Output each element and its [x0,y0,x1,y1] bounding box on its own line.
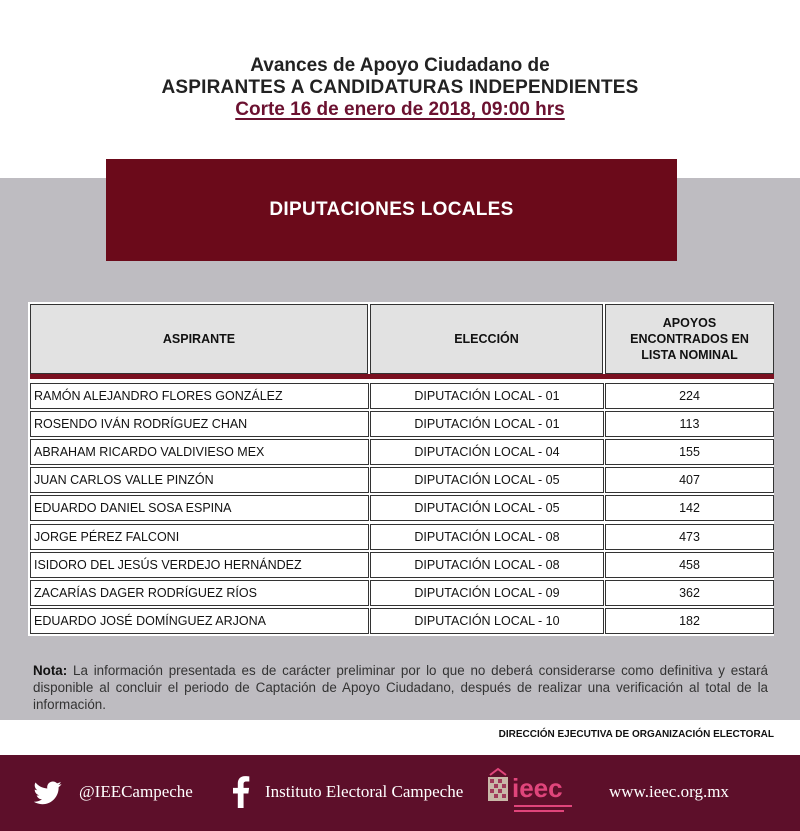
table-row [30,495,774,521]
table-row [30,467,774,493]
disclaimer-note [33,662,768,713]
cell-eleccion: DIPUTACIÓN LOCAL - 10 [370,608,604,634]
header-divider [30,374,774,379]
table-row [30,411,774,437]
note-label: Nota: [33,663,68,678]
cell-apoyos: 182 [605,608,774,634]
cell-aspirante: ABRAHAM RICARDO VALDIVIESO MEX [30,439,369,465]
cell-eleccion: DIPUTACIÓN LOCAL - 01 [370,383,604,409]
table-row [30,524,774,550]
cell-eleccion: DIPUTACIÓN LOCAL - 05 [370,495,604,521]
title-line-2: ASPIRANTES A CANDIDATURAS INDEPENDIENTES [161,77,639,98]
cell-apoyos: 458 [605,552,774,578]
note-text: La información presentada es de carácter preliminar por lo que no deberá considerarse como definitiva y estará disponible al concluir el periodo de Captación de Apoyo Ciudadano, después de realizar una verificación al total de la información. [33,663,768,712]
column-header-aspirante: ASPIRANTE [30,304,368,374]
section-title: DIPUTACIONES LOCALES [269,199,514,220]
footer [0,755,800,831]
title-line-1: Avances de Apoyo Ciudadano de [250,55,550,76]
facebook-icon[interactable] [229,776,253,808]
cutoff-date-text: Corte 16 de enero de 2018, 09:00 hrs [235,99,565,120]
cell-aspirante: JUAN CARLOS VALLE PINZÓN [30,467,369,493]
cell-eleccion: DIPUTACIÓN LOCAL - 08 [370,524,604,550]
cell-eleccion: DIPUTACIÓN LOCAL - 05 [370,467,604,493]
cell-aspirante: EDUARDO JOSÉ DOMÍNGUEZ ARJONA [30,608,369,634]
cell-aspirante: JORGE PÉREZ FALCONI [30,524,369,550]
cell-aspirante: ZACARÍAS DAGER RODRÍGUEZ RÍOS [30,580,369,606]
cell-apoyos: 142 [605,495,774,521]
facebook-page[interactable]: Instituto Electoral Campeche [265,782,464,801]
cell-aspirante: EDUARDO DANIEL SOSA ESPINA [30,495,369,521]
ieec-logo [486,767,582,819]
twitter-handle[interactable]: @IEECampeche [79,782,193,801]
cell-eleccion: DIPUTACIÓN LOCAL - 01 [370,411,604,437]
cell-eleccion: DIPUTACIÓN LOCAL - 09 [370,580,604,606]
cell-aspirante: ISIDORO DEL JESÚS VERDEJO HERNÁNDEZ [30,552,369,578]
logo-wordmark: ieec [512,773,563,803]
cell-aspirante: RAMÓN ALEJANDRO FLORES GONZÁLEZ [30,383,369,409]
section-banner [106,159,677,261]
table-row [30,439,774,465]
cell-apoyos: 155 [605,439,774,465]
cell-eleccion: DIPUTACIÓN LOCAL - 04 [370,439,604,465]
table-row [30,608,774,634]
department-credit: DIRECCIÓN EJECUTIVA DE ORGANIZACIÓN ELECTORAL [498,729,774,740]
cell-aspirante: ROSENDO IVÁN RODRÍGUEZ CHAN [30,411,369,437]
cutoff-date [0,99,800,121]
table-row [30,580,774,606]
table-row [30,552,774,578]
cell-apoyos: 407 [605,467,774,493]
cell-apoyos: 224 [605,383,774,409]
column-header-apoyos [605,304,774,374]
twitter-icon[interactable] [34,781,62,805]
cell-apoyos: 362 [605,580,774,606]
cell-apoyos: 473 [605,524,774,550]
website-link[interactable]: www.ieec.org.mx [609,782,729,801]
column-header-apoyos-text: APOYOS ENCONTRADOS EN LISTA NOMINAL [630,316,749,362]
table-row [30,383,774,409]
cell-apoyos: 113 [605,411,774,437]
header [0,0,800,178]
column-header-eleccion: ELECCIÓN [370,304,603,374]
cell-eleccion: DIPUTACIÓN LOCAL - 08 [370,552,604,578]
